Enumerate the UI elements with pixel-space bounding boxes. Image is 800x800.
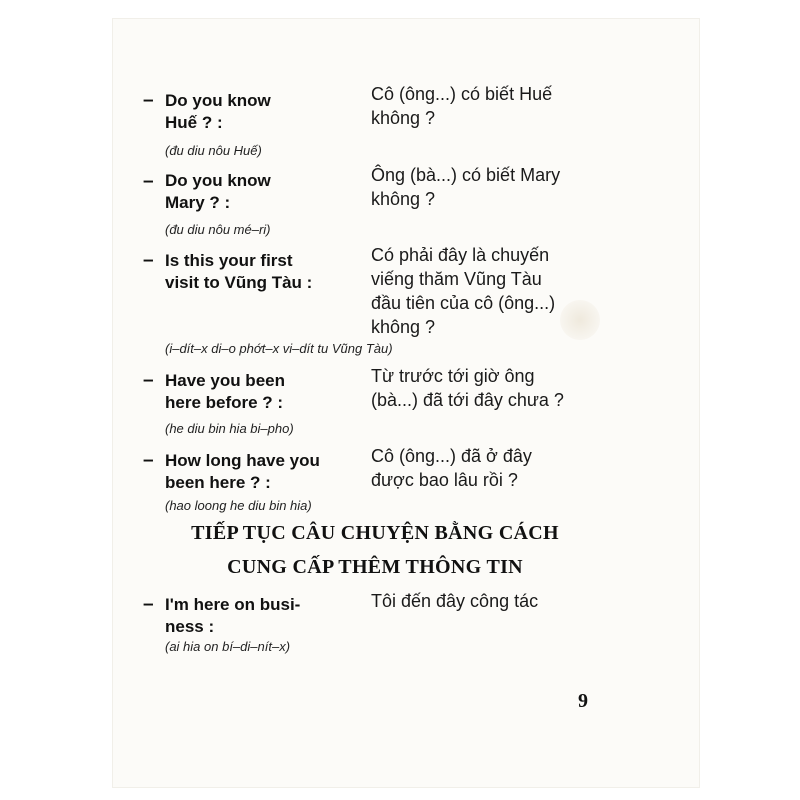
vietnamese-translation: Cô (ông...) đã ở đây được bao lâu rồi ?: [371, 446, 532, 490]
bullet-dash: –: [143, 370, 154, 391]
page-number: 9: [578, 690, 588, 712]
vietnamese-translation: Từ trước tới giờ ông (bà...) đã tới đây chưa ?: [371, 366, 564, 410]
english-phrase: Do you know Mary ? :: [165, 171, 271, 212]
bullet-dash: –: [143, 171, 154, 192]
english-phrase: Is this your first visit to Vũng Tàu :: [165, 251, 313, 292]
vietnamese-translation: Có phải đây là chuyến viếng thăm Vũng Tàu đầu tiên của cô (ông...) không ?: [371, 245, 556, 337]
bullet-dash: –: [143, 450, 154, 471]
vietnamese-translation: Tôi đến đây công tác: [371, 591, 539, 611]
english-phrase: How long have you been here ? :: [165, 451, 320, 492]
pronunciation: (i–dít–x di–o phớt–x vi–dít tu Vũng Tàu): [165, 341, 393, 356]
vietnamese-translation: Cô (ông...) có biết Huế không ?: [371, 84, 553, 128]
bullet-dash: –: [143, 250, 154, 271]
bullet-dash: –: [143, 90, 154, 111]
pronunciation: (đu diu nôu Huế): [165, 143, 262, 158]
section-heading-line-1: TIẾP TỤC CÂU CHUYỆN BẰNG CÁCH: [191, 522, 559, 544]
pronunciation: (ai hia on bí–di–nít–x): [165, 639, 291, 654]
section-heading-line-2: CUNG CẤP THÊM THÔNG TIN: [227, 556, 523, 578]
bullet-dash: –: [143, 594, 154, 615]
pronunciation: (hao loong he diu bin hia): [165, 498, 312, 513]
english-phrase: Have you been here before ? :: [165, 371, 285, 412]
english-phrase: Do you know Huế ? :: [165, 91, 271, 132]
vietnamese-translation: Ông (bà...) có biết Mary không ?: [371, 165, 561, 209]
pronunciation: (đu diu nôu mé–ri): [165, 222, 271, 237]
pronunciation: (he diu bin hia bi–pho): [165, 421, 294, 436]
english-phrase: I'm here on busi- ness :: [165, 595, 301, 636]
